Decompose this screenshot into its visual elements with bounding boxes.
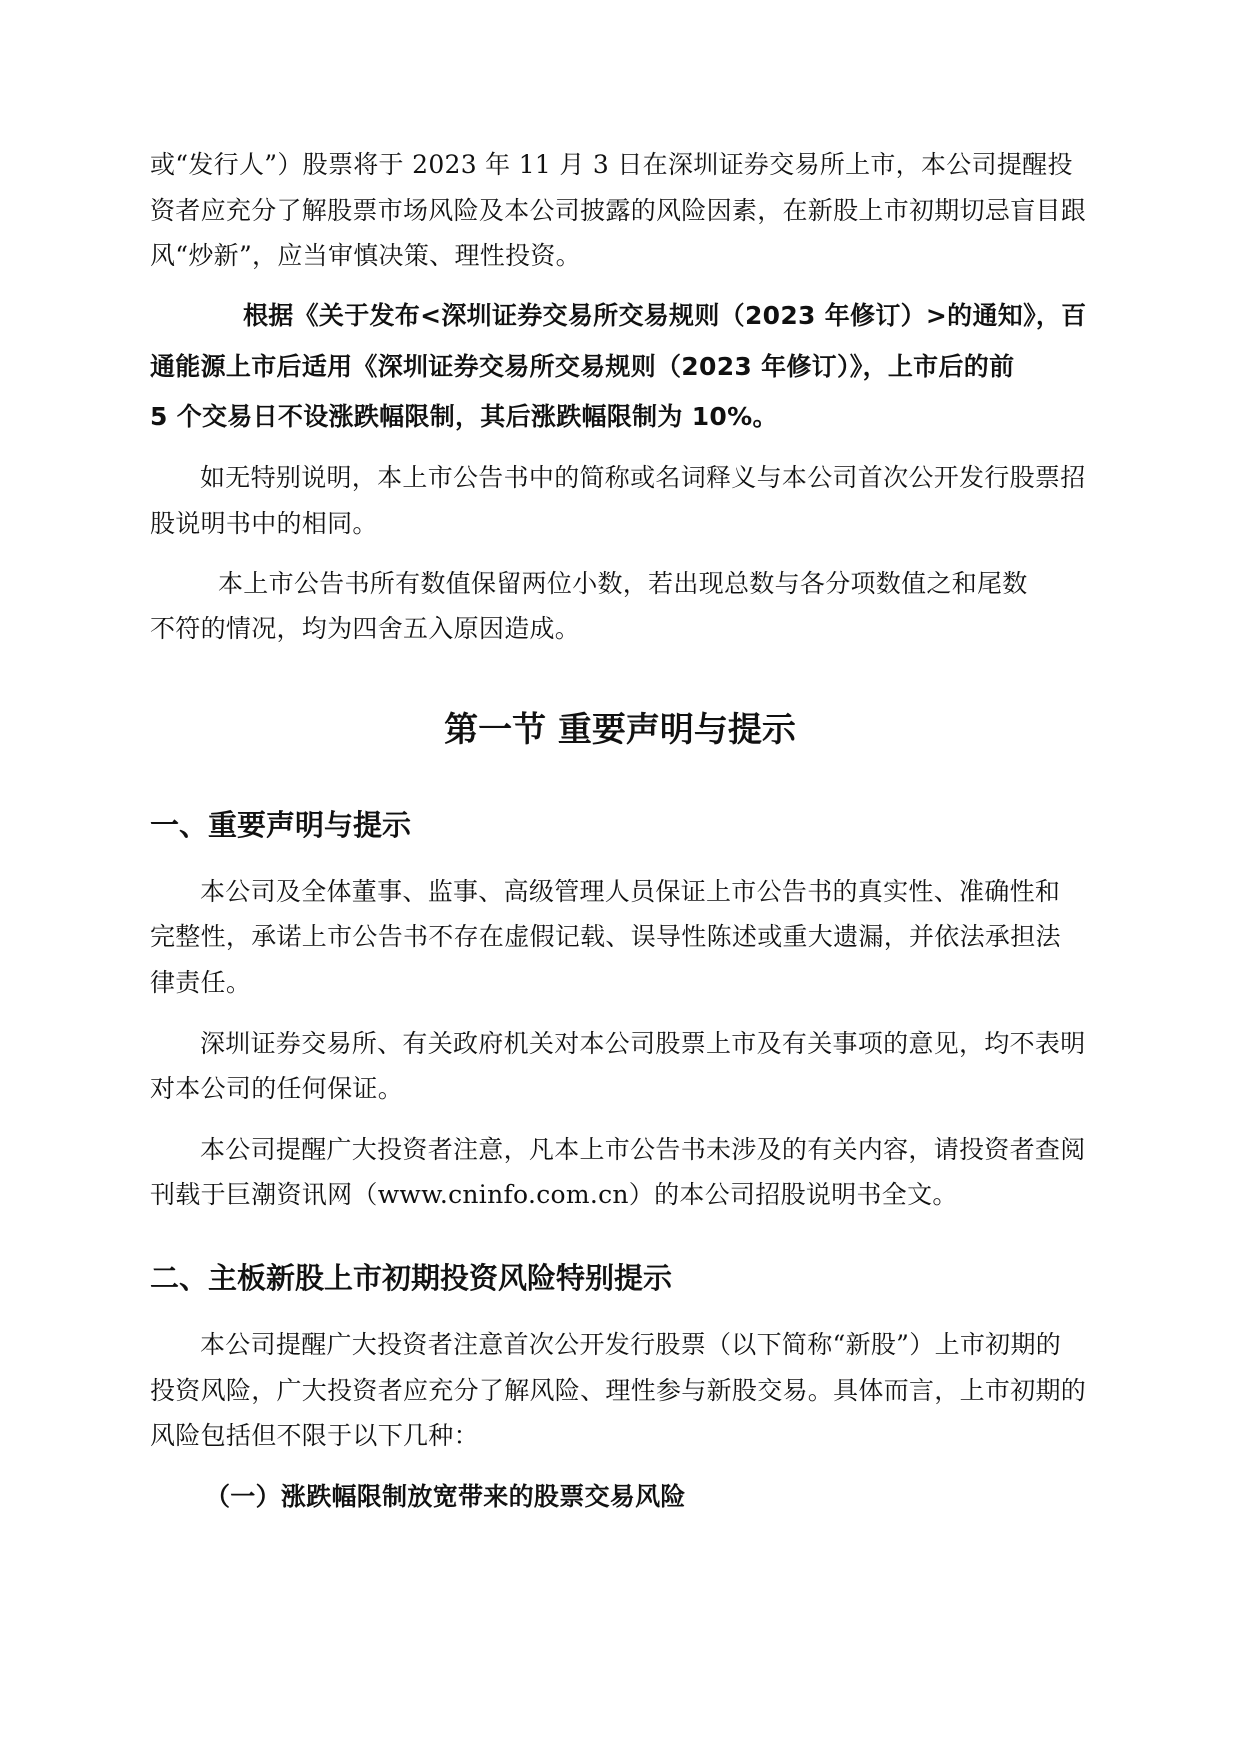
exchange-line-1: 深圳证券交易所、有关政府机关对本公司股票上市及有关事项的意见，均不表明 — [200, 1029, 1086, 1058]
exchange-line-2: 对本公司的任何保证。 — [150, 1074, 404, 1103]
heading-important-statement: 一、重要声明与提示 — [150, 808, 412, 842]
declaration-line-3: 律责任。 — [150, 968, 252, 997]
reminder-line-2: 刊载于巨潮资讯网（www.cninfo.com.cn）的本公司招股说明书全文。 — [150, 1180, 958, 1209]
intro-line-2: 资者应充分了解股票市场风险及本公司披露的风险因素，在新股上市初期切忌盲目跟 — [150, 196, 1087, 225]
rounding-line-1: 本上市公告书所有数值保留两位小数，若出现总数与各分项数值之和尾数 — [218, 569, 1028, 598]
declaration-line-2: 完整性，承诺上市公告书不存在虚假记载、误导性陈述或重大遗漏，并依法承担法 — [150, 922, 1061, 951]
intro-line-3: 风“炒新”，应当审慎决策、理性投资。 — [150, 241, 581, 270]
risk-line-1: 本公司提醒广大投资者注意首次公开发行股票（以下简称“新股”）上市初期的 — [200, 1330, 1062, 1359]
declaration-line-1: 本公司及全体董事、监事、高级管理人员保证上市公告书的真实性、准确性和 — [200, 877, 1061, 906]
intro-line-1: 或“发行人”）股票将于 2023 年 11 月 3 日在深圳证券交易所上市，本公司提醒投 — [150, 150, 1073, 179]
heading-main-board-risk: 二、主板新股上市初期投资风险特别提示 — [150, 1261, 673, 1295]
risk-line-3: 风险包括但不限于以下几种： — [150, 1421, 479, 1450]
risk-line-2: 投资风险，广大投资者应充分了解风险、理性参与新股交易。具体而言，上市初期的 — [150, 1376, 1087, 1405]
section-title: 第一节 重要声明与提示 — [444, 710, 796, 750]
rounding-line-2: 不符的情况，均为四舍五入原因造成。 — [150, 614, 581, 643]
notice-line-2: 通能源上市后适用《深圳证券交易所交易规则（2023 年修订）》，上市后的前 — [150, 352, 1015, 381]
reminder-line-1: 本公司提醒广大投资者注意，凡本上市公告书未涉及的有关内容，请投资者查阅 — [200, 1135, 1086, 1164]
notice-line-1: 根据《关于发布<深圳证券交易所交易规则（2023 年修订）>的通知》，百 — [243, 301, 1087, 330]
notice-line-3: 5 个交易日不设涨跌幅限制，其后涨跌幅限制为 10%。 — [150, 402, 778, 431]
definitions-line-1: 如无特别说明，本上市公告书中的简称或名词释义与本公司首次公开发行股票招 — [200, 463, 1086, 492]
definitions-line-2: 股说明书中的相同。 — [150, 509, 378, 538]
subheading-price-limit-risk: （一）涨跌幅限制放宽带来的股票交易风险 — [205, 1482, 686, 1511]
